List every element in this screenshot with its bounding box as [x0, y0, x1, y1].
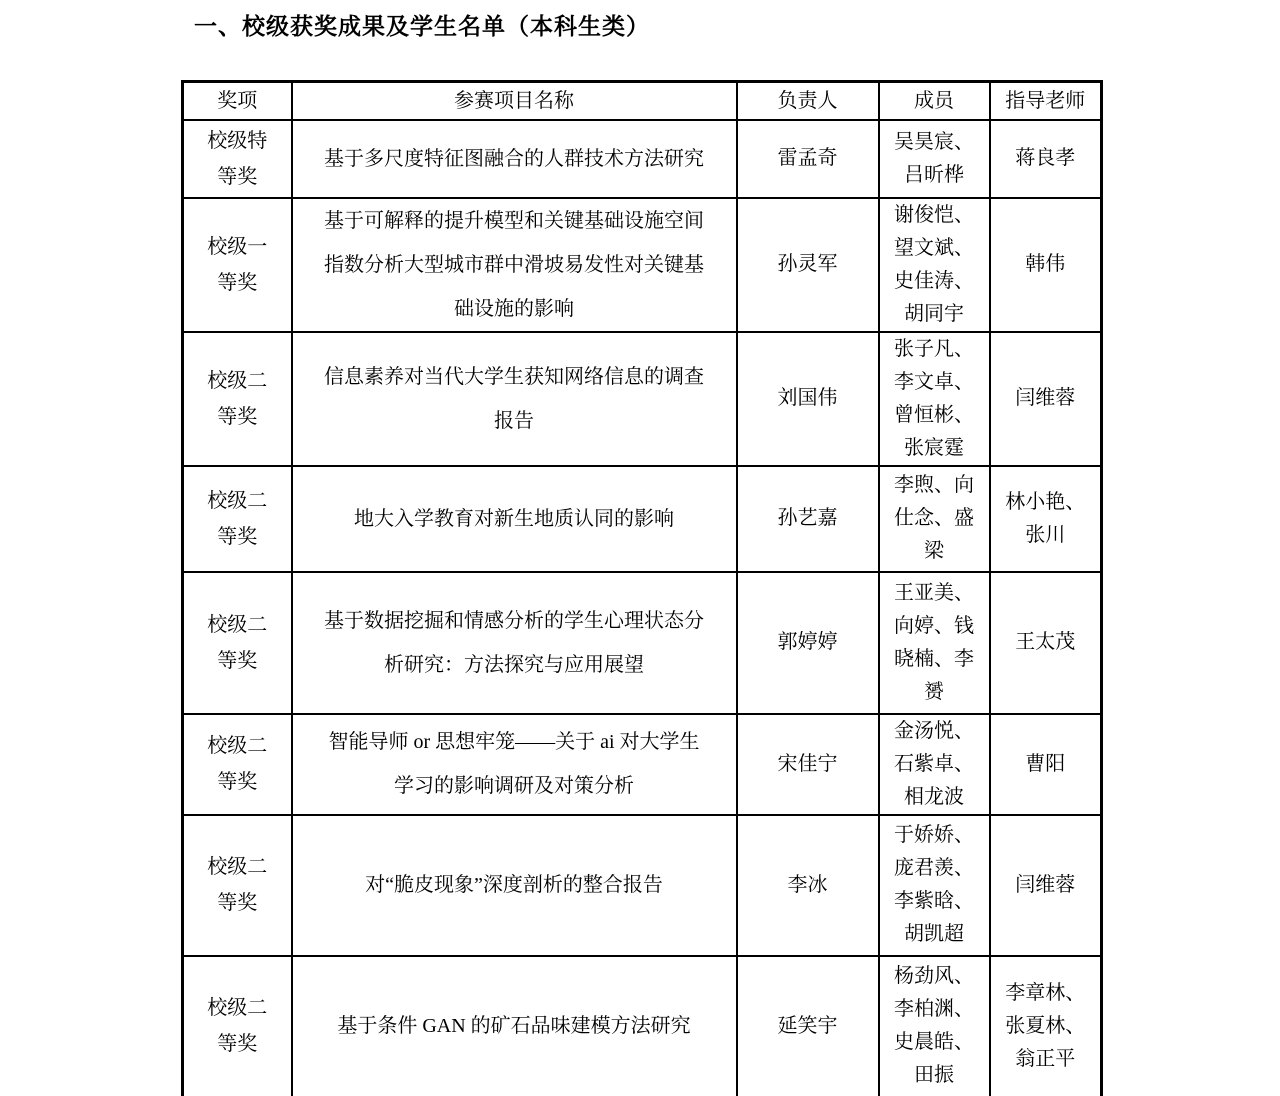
- cell-members: 李煦、向仕念、盛梁: [879, 466, 990, 572]
- table-row: [183, 466, 1102, 572]
- cell-project: 地大入学教育对新生地质认同的影响: [292, 466, 737, 572]
- cell-project: 智能导师 or 思想牢笼——关于 ai 对大学生学习的影响调研及对策分析: [292, 714, 737, 815]
- header-cell-teacher: 指导老师: [990, 82, 1102, 120]
- header-cell-award: 奖项: [183, 82, 292, 120]
- cell-members: 于娇娇、庞君羡、李紫晗、胡凯超: [879, 815, 990, 956]
- cell-leader: 宋佳宁: [737, 714, 879, 815]
- table-row: [183, 120, 1102, 198]
- cell-teacher: 韩伟: [990, 198, 1102, 332]
- awards-table: [181, 80, 1103, 1096]
- cell-members: 金汤悦、石紫卓、相龙波: [879, 714, 990, 815]
- cell-award: 校级二等奖: [183, 815, 292, 956]
- cell-leader: 李冰: [737, 815, 879, 956]
- cell-leader: 孙艺嘉: [737, 466, 879, 572]
- cell-award: 校级特等奖: [183, 120, 292, 198]
- cell-members: 吴昊宸、吕昕桦: [879, 120, 990, 198]
- cell-teacher: 李章林、张夏林、翁正平: [990, 956, 1102, 1096]
- cell-award: 校级二等奖: [183, 332, 292, 466]
- cell-award: 校级二等奖: [183, 466, 292, 572]
- cell-teacher: 闫维蓉: [990, 815, 1102, 956]
- cell-award: 校级二等奖: [183, 572, 292, 714]
- cell-teacher: 蒋良孝: [990, 120, 1102, 198]
- cell-members: 谢俊恺、望文斌、史佳涛、胡同宇: [879, 198, 990, 332]
- cell-project: 信息素养对当代大学生获知网络信息的调查报告: [292, 332, 737, 466]
- cell-leader: 孙灵军: [737, 198, 879, 332]
- table-header-row: [183, 82, 1102, 120]
- cell-members: 杨劲风、李柏渊、史晨皓、田振: [879, 956, 990, 1096]
- table-row: [183, 956, 1102, 1096]
- cell-members: 张子凡、李文卓、曾恒彬、张宸霆: [879, 332, 990, 466]
- table-row: [183, 714, 1102, 815]
- cell-project: 对“脆皮现象”深度剖析的整合报告: [292, 815, 737, 956]
- table-row: [183, 815, 1102, 956]
- table-row: [183, 198, 1102, 332]
- cell-project: 基于多尺度特征图融合的人群技术方法研究: [292, 120, 737, 198]
- header-cell-members: 成员: [879, 82, 990, 120]
- cell-project: 基于条件 GAN 的矿石品味建模方法研究: [292, 956, 737, 1096]
- cell-leader: 雷孟奇: [737, 120, 879, 198]
- cell-project: 基于数据挖掘和情感分析的学生心理状态分析研究：方法探究与应用展望: [292, 572, 737, 714]
- cell-teacher: 曹阳: [990, 714, 1102, 815]
- cell-members: 王亚美、向婷、钱晓楠、李赟: [879, 572, 990, 714]
- cell-award: 校级二等奖: [183, 956, 292, 1096]
- cell-leader: 延笑宇: [737, 956, 879, 1096]
- page-title: 一、校级获奖成果及学生名单（本科生类）: [194, 14, 650, 39]
- table-row: [183, 572, 1102, 714]
- cell-project: 基于可解释的提升模型和关键基础设施空间指数分析大型城市群中滑坡易发性对关键基础设施的影响: [292, 198, 737, 332]
- cell-award: 校级二等奖: [183, 714, 292, 815]
- header-cell-leader: 负责人: [737, 82, 879, 120]
- cell-award: 校级一等奖: [183, 198, 292, 332]
- table-row: [183, 332, 1102, 466]
- cell-teacher: 林小艳、张川: [990, 466, 1102, 572]
- cell-leader: 刘国伟: [737, 332, 879, 466]
- cell-teacher: 王太茂: [990, 572, 1102, 714]
- header-cell-project: 参赛项目名称: [292, 82, 737, 120]
- cell-leader: 郭婷婷: [737, 572, 879, 714]
- cell-teacher: 闫维蓉: [990, 332, 1102, 466]
